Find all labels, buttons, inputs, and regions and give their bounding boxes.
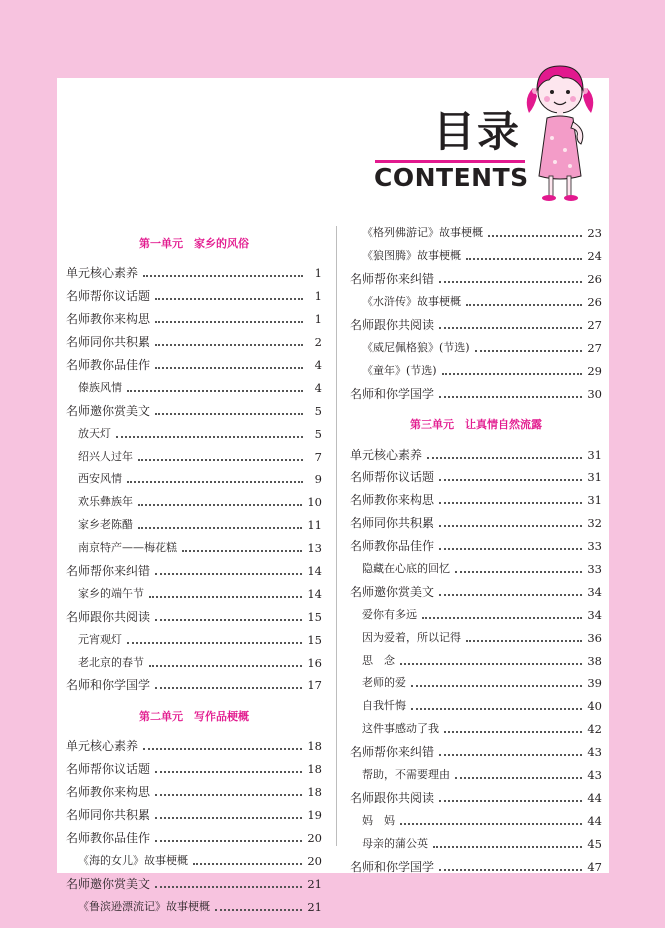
toc-subentry[interactable] (66, 491, 322, 514)
toc-entry-title: 单元核心素养 (66, 266, 139, 281)
toc-subentry[interactable] (350, 603, 602, 626)
toc-page-number: 5 (314, 426, 322, 441)
toc-left-column (66, 224, 322, 918)
toc-subentry[interactable] (350, 245, 602, 268)
toc-page-number: 32 (587, 516, 602, 531)
dot-leader (439, 869, 582, 871)
toc-entry[interactable] (66, 781, 322, 804)
toc-page-number: 45 (587, 836, 602, 851)
toc-page-number: 36 (587, 630, 602, 645)
toc-page-number: 4 (314, 358, 322, 372)
dot-leader (439, 396, 582, 398)
toc-subentry[interactable] (66, 445, 322, 468)
toc-subentry[interactable] (350, 832, 602, 855)
toc-entry[interactable] (66, 262, 322, 285)
toc-entry-title: 《水浒传》故事梗概 (362, 295, 461, 309)
unit-heading: 第二单元 写作品梗概 (139, 709, 249, 723)
toc-page-number: 5 (314, 403, 322, 418)
page-subtitle: CONTENTS (374, 163, 529, 192)
toc-entry-title: 妈 妈 (362, 813, 395, 827)
toc-subentry[interactable] (350, 695, 602, 718)
toc-entry[interactable] (350, 382, 602, 405)
toc-page-number: 44 (587, 813, 602, 828)
toc-entry-title: 爱你有多远 (362, 607, 417, 621)
toc-entry-title: 单元核心素养 (350, 447, 423, 462)
toc-subentry[interactable] (66, 849, 322, 872)
toc-page-number: 40 (587, 699, 602, 714)
toc-entry-title: 家乡老陈醋 (78, 518, 133, 532)
toc-entry[interactable] (350, 443, 602, 466)
column-divider (336, 226, 337, 846)
toc-entry-title: 名师跟你共阅读 (350, 318, 435, 332)
dot-leader (155, 321, 303, 323)
toc-entry[interactable] (66, 674, 322, 697)
toc-entry-title: 欢乐彝族年 (78, 495, 133, 509)
toc-page-number: 1 (314, 312, 322, 327)
toc-entry-title: 名师邀你赏美文 (66, 403, 151, 418)
dot-leader (400, 663, 582, 665)
toc-entry-title: 《威尼佩格狼》(节选) (362, 340, 470, 354)
toc-page-number: 18 (307, 739, 322, 754)
dot-leader (193, 863, 302, 865)
toc-page-number: 17 (307, 678, 322, 693)
dot-leader (444, 731, 582, 733)
toc-page-number: 24 (587, 249, 602, 264)
toc-subentry[interactable] (66, 468, 322, 491)
toc-page-number: 30 (587, 386, 602, 401)
dot-leader (466, 304, 582, 306)
dot-leader (155, 367, 303, 369)
toc-page-number: 26 (587, 295, 602, 310)
toc-page-number: 11 (307, 518, 322, 533)
dot-leader (439, 281, 582, 283)
girl-illustration (525, 58, 595, 208)
toc-entry[interactable] (350, 786, 602, 809)
toc-subentry[interactable] (66, 628, 322, 651)
toc-entry[interactable] (350, 268, 602, 291)
toc-page-number: 1 (314, 266, 322, 281)
page-title: 目录 (433, 107, 522, 156)
toc-subentry[interactable] (66, 537, 322, 560)
toc-entry-title: 名师和你学国学 (66, 678, 151, 693)
toc-entry-title: 名师教你品佳作 (66, 830, 151, 845)
dot-leader (455, 777, 582, 779)
toc-entry-title: 因为爱着，所以记得 (362, 630, 461, 644)
dot-leader (182, 550, 302, 552)
toc-entry-title: 名师教你来构思 (66, 785, 151, 800)
toc-page-number: 4 (314, 380, 322, 395)
toc-entry-title: 名师教你品佳作 (350, 539, 435, 554)
dot-leader (475, 350, 583, 352)
toc-entry-title: 家乡的端午节 (78, 586, 144, 600)
toc-subentry[interactable] (350, 809, 602, 832)
toc-entry-title: 名师跟你共阅读 (350, 790, 435, 805)
toc-entry-title: 单元核心素养 (66, 739, 139, 754)
toc-page-number: 14 (307, 564, 322, 579)
toc-entry-title: 《狼图腾》故事梗概 (362, 249, 461, 263)
toc-page-number: 20 (307, 853, 322, 868)
toc-subentry[interactable] (350, 222, 602, 245)
toc-page-number: 21 (307, 899, 322, 914)
toc-entry[interactable] (66, 872, 322, 895)
toc-page-number: 29 (587, 363, 602, 378)
toc-page-number: 44 (587, 790, 602, 805)
toc-page-number: 18 (307, 785, 322, 800)
toc-entry-title: 母亲的蒲公英 (362, 836, 428, 850)
toc-entry-title: 名师帮你议话题 (350, 470, 435, 485)
toc-entry-title: 西安风情 (78, 472, 122, 486)
dot-leader (155, 573, 302, 575)
toc-page-number: 43 (587, 768, 602, 783)
toc-page-number: 47 (587, 859, 602, 874)
toc-page-number: 14 (307, 586, 322, 601)
toc-entry[interactable] (350, 580, 602, 603)
toc-subentry[interactable] (350, 291, 602, 314)
dot-leader (439, 754, 582, 756)
toc-subentry[interactable] (350, 672, 602, 695)
toc-entry-title: 《格列佛游记》故事梗概 (362, 226, 483, 240)
toc-entry-title: 名师帮你议话题 (66, 762, 151, 777)
toc-entry-title: 名师帮你来纠错 (350, 745, 435, 760)
dot-leader (138, 459, 303, 461)
dot-leader (439, 327, 582, 329)
toc-subentry[interactable] (66, 514, 322, 537)
dot-leader (155, 840, 302, 842)
toc-subentry[interactable] (350, 626, 602, 649)
toc-entry[interactable] (350, 855, 602, 878)
toc-page-number: 31 (587, 493, 602, 508)
dot-leader (439, 594, 582, 596)
unit-heading: 第三单元 让真情自然流露 (410, 418, 542, 432)
dot-leader (149, 596, 302, 598)
toc-entry[interactable] (350, 741, 602, 764)
toc-page-number: 26 (587, 272, 602, 287)
dot-leader (149, 665, 302, 667)
toc-subentry[interactable] (350, 764, 602, 787)
toc-entry-title: 隐藏在心底的回忆 (362, 562, 450, 576)
dot-leader (433, 846, 582, 848)
toc-subentry[interactable] (66, 582, 322, 605)
dot-leader (427, 457, 582, 459)
toc-page-number: 19 (307, 808, 322, 823)
toc-entry-title: 名师和你学国学 (350, 386, 435, 401)
toc-entry[interactable] (66, 605, 322, 628)
dot-leader (439, 502, 582, 504)
toc-subentry[interactable] (350, 718, 602, 741)
dot-leader (411, 685, 582, 687)
toc-entry-title: 名师帮你来纠错 (350, 272, 435, 287)
toc-page-number: 13 (307, 541, 322, 556)
dot-leader (422, 617, 582, 619)
toc-entry[interactable] (66, 735, 322, 758)
toc-entry[interactable] (350, 466, 602, 489)
toc-page-number: 16 (307, 655, 322, 670)
toc-entry-title: 名师跟你共阅读 (66, 609, 151, 624)
dot-leader (439, 525, 582, 527)
toc-subentry[interactable] (66, 651, 322, 674)
dot-leader (439, 548, 582, 550)
dot-leader (400, 823, 582, 825)
dot-leader (116, 436, 303, 438)
toc-entry[interactable] (350, 489, 602, 512)
toc-entry-title: 元宵观灯 (78, 632, 122, 646)
toc-entry-title: 名师同你共积累 (66, 808, 151, 823)
toc-page-number: 38 (587, 653, 602, 668)
toc-page-number: 34 (587, 584, 602, 599)
toc-page-number: 21 (307, 876, 322, 891)
dot-leader (155, 619, 302, 621)
toc-page-number: 27 (587, 340, 602, 355)
dot-leader (411, 708, 582, 710)
dot-leader (138, 527, 302, 529)
dot-leader (439, 479, 582, 481)
toc-entry-title: 南京特产——梅花糕 (78, 541, 177, 555)
toc-entry-title: 名师教你来构思 (350, 493, 435, 508)
toc-entry-title: 名师同你共积累 (350, 516, 435, 531)
toc-entry[interactable] (66, 804, 322, 827)
toc-entry-title: 《鲁滨逊漂流记》故事梗概 (78, 899, 210, 913)
toc-subentry[interactable] (350, 649, 602, 672)
dot-leader (138, 504, 302, 506)
dot-leader (155, 886, 302, 888)
toc-entry-title: 名师教你品佳作 (66, 358, 151, 372)
toc-entry-title: 放天灯 (78, 426, 111, 440)
toc-entry[interactable] (66, 308, 322, 331)
toc-entry-title: 名师邀你赏美文 (66, 876, 151, 891)
dot-leader (155, 413, 303, 415)
toc-page-number: 10 (307, 495, 322, 510)
toc-entry-title: 老师的爱 (362, 676, 406, 690)
toc-page-number: 1 (314, 289, 322, 304)
toc-page-number: 31 (587, 447, 602, 462)
toc-entry-title: 这件事感动了我 (362, 722, 439, 736)
dot-leader (466, 258, 582, 260)
dot-leader (155, 298, 303, 300)
dot-leader (155, 771, 302, 773)
toc-page-number: 23 (587, 226, 602, 241)
dot-leader (127, 390, 303, 392)
toc-entry-title: 名师和你学国学 (350, 859, 435, 874)
toc-entry-title: 帮助，不需要理由 (362, 768, 450, 782)
toc-entry[interactable] (66, 560, 322, 583)
toc-entry-title: 名师邀你赏美文 (350, 584, 435, 599)
toc-page-number: 2 (314, 335, 322, 350)
dot-leader (155, 344, 303, 346)
toc-entry-title: 《童年》(节选) (362, 363, 437, 377)
dot-leader (439, 800, 582, 802)
toc-page-number: 9 (314, 472, 322, 487)
toc-page-number: 33 (587, 562, 602, 577)
toc-page-number: 15 (307, 609, 322, 624)
toc-entry[interactable] (66, 399, 322, 422)
toc-page-number: 20 (307, 830, 322, 845)
toc-entry-title: 名师帮你来纠错 (66, 564, 151, 579)
dot-leader (155, 794, 302, 796)
toc-entry[interactable] (66, 826, 322, 849)
dot-leader (466, 640, 582, 642)
toc-entry[interactable] (350, 535, 602, 558)
toc-page-number: 43 (587, 745, 602, 760)
toc-entry-title: 傣族风情 (78, 380, 122, 394)
toc-entry[interactable] (66, 758, 322, 781)
toc-entry-title: 名师帮你议话题 (66, 289, 151, 304)
toc-entry[interactable] (66, 331, 322, 354)
toc-page-number: 31 (587, 470, 602, 485)
toc-entry[interactable] (350, 314, 602, 337)
toc-page-number: 27 (587, 318, 602, 332)
toc-page-number: 15 (307, 632, 322, 647)
dot-leader (155, 817, 302, 819)
toc-subentry[interactable] (66, 895, 322, 918)
dot-leader (127, 481, 303, 483)
dot-leader (488, 235, 582, 237)
toc-subentry[interactable] (66, 422, 322, 445)
toc-entry-title: 老北京的春节 (78, 655, 144, 669)
toc-subentry[interactable] (350, 336, 602, 359)
toc-right-column (350, 222, 602, 878)
toc-page-number: 33 (587, 539, 602, 554)
toc-entry-title: 自我忏悔 (362, 699, 406, 713)
toc-entry[interactable] (66, 285, 322, 308)
dot-leader (455, 571, 582, 573)
toc-page-number: 34 (587, 607, 602, 622)
unit-heading: 第一单元 家乡的风俗 (139, 237, 249, 250)
dot-leader (442, 373, 583, 375)
toc-entry-title: 思 念 (362, 653, 395, 667)
toc-page-number: 42 (587, 722, 602, 737)
toc-entry-title: 《海的女儿》故事梗概 (78, 853, 188, 867)
toc-entry-title: 绍兴人过年 (78, 449, 133, 463)
toc-subentry[interactable] (350, 558, 602, 581)
toc-entry-title: 名师教你来构思 (66, 312, 151, 327)
dot-leader (143, 748, 302, 750)
toc-page-number: 7 (314, 449, 322, 464)
toc-page-number: 18 (307, 762, 322, 777)
toc-subentry[interactable] (350, 359, 602, 382)
toc-entry-title: 名师同你共积累 (66, 335, 151, 350)
dot-leader (215, 909, 302, 911)
toc-subentry[interactable] (66, 376, 322, 399)
toc-entry[interactable] (350, 512, 602, 535)
toc-page-number: 39 (587, 676, 602, 691)
dot-leader (143, 275, 303, 277)
toc-entry[interactable] (66, 354, 322, 377)
dot-leader (127, 642, 302, 644)
dot-leader (155, 687, 302, 689)
